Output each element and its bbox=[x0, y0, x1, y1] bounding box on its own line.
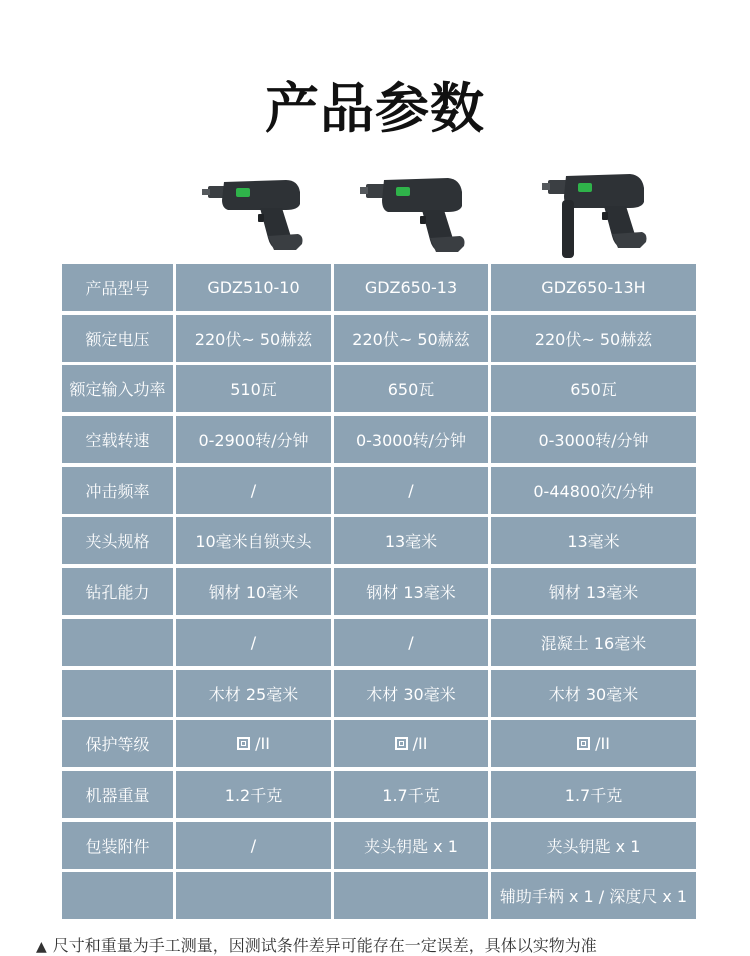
table-row bbox=[62, 670, 696, 717]
table-row bbox=[62, 872, 696, 919]
table-row bbox=[62, 315, 696, 362]
drill-gdz650-13h-image bbox=[540, 170, 670, 262]
protection-class: /II bbox=[412, 734, 428, 754]
disclaimer-note bbox=[36, 933, 597, 956]
value-gdz650-13: / bbox=[334, 619, 488, 666]
disclaimer-text: 尺寸和重量为手工测量，因测试条件差异可能存在一定误差，具体以实物为准 bbox=[52, 936, 597, 955]
value-gdz650-13: 13毫米 bbox=[334, 517, 488, 564]
protection-class: /II bbox=[255, 734, 270, 754]
value-gdz510-10: / bbox=[176, 822, 331, 869]
value-gdz650-13h: GDZ650-13H bbox=[491, 264, 696, 311]
row-label bbox=[62, 619, 173, 666]
value-gdz650-13h: 木材 30毫米 bbox=[491, 670, 696, 717]
table-row bbox=[62, 619, 696, 666]
value-gdz510-10: 0-2900转/分钟 bbox=[176, 416, 331, 463]
row-label: 额定输入功率 bbox=[62, 365, 173, 412]
value-gdz650-13h: 0-3000转/分钟 bbox=[491, 416, 696, 463]
protection-class: /II bbox=[595, 734, 610, 754]
drill-gdz510-10-image bbox=[198, 170, 328, 262]
value-gdz650-13: 夹头钥匙 x 1 bbox=[334, 822, 488, 869]
value-gdz650-13h: 夹头钥匙 x 1 bbox=[491, 822, 696, 869]
value-gdz510-10: 220伏~ 50赫兹 bbox=[176, 315, 331, 362]
row-label: 空载转速 bbox=[62, 416, 173, 463]
double-insulation-icon bbox=[577, 737, 590, 750]
table-row bbox=[62, 568, 696, 615]
value-gdz510-10 bbox=[176, 720, 331, 767]
value-gdz650-13: 0-3000转/分钟 bbox=[334, 416, 488, 463]
value-gdz650-13h: 220伏~ 50赫兹 bbox=[491, 315, 696, 362]
table-row bbox=[62, 720, 696, 767]
row-label: 产品型号 bbox=[62, 264, 173, 311]
row-label: 机器重量 bbox=[62, 771, 173, 818]
value-gdz650-13 bbox=[334, 872, 488, 919]
value-gdz650-13: GDZ650-13 bbox=[334, 264, 488, 311]
page-title: 产品参数 bbox=[265, 77, 485, 140]
spec-table bbox=[62, 264, 696, 923]
value-gdz650-13: 1.7千克 bbox=[334, 771, 488, 818]
table-row bbox=[62, 416, 696, 463]
value-gdz650-13: 钢材 13毫米 bbox=[334, 568, 488, 615]
value-gdz510-10: 510瓦 bbox=[176, 365, 331, 412]
row-label: 额定电压 bbox=[62, 315, 173, 362]
value-gdz650-13h: 650瓦 bbox=[491, 365, 696, 412]
value-gdz650-13h bbox=[491, 720, 696, 767]
warning-icon: ▲ bbox=[36, 939, 47, 955]
table-row bbox=[62, 365, 696, 412]
value-gdz650-13h: 1.7千克 bbox=[491, 771, 696, 818]
value-gdz650-13: 220伏~ 50赫兹 bbox=[334, 315, 488, 362]
table-row bbox=[62, 467, 696, 514]
table-row bbox=[62, 771, 696, 818]
value-gdz510-10 bbox=[176, 872, 331, 919]
value-gdz650-13h: 13毫米 bbox=[491, 517, 696, 564]
row-label: 夹头规格 bbox=[62, 517, 173, 564]
double-insulation-icon bbox=[395, 737, 408, 750]
value-gdz510-10: 木材 25毫米 bbox=[176, 670, 331, 717]
row-label: 包装附件 bbox=[62, 822, 173, 869]
value-gdz510-10: 钢材 10毫米 bbox=[176, 568, 331, 615]
row-label: 钻孔能力 bbox=[62, 568, 173, 615]
value-gdz650-13: 木材 30毫米 bbox=[334, 670, 488, 717]
table-row bbox=[62, 822, 696, 869]
value-gdz510-10: 10毫米自锁夹头 bbox=[176, 517, 331, 564]
value-gdz510-10: 1.2千克 bbox=[176, 771, 331, 818]
value-gdz650-13h: 钢材 13毫米 bbox=[491, 568, 696, 615]
value-gdz510-10: / bbox=[176, 619, 331, 666]
value-gdz510-10: GDZ510-10 bbox=[176, 264, 331, 311]
table-row bbox=[62, 517, 696, 564]
row-label: 冲击频率 bbox=[62, 467, 173, 514]
value-gdz510-10: / bbox=[176, 467, 331, 514]
value-gdz650-13h: 混凝土 16毫米 bbox=[491, 619, 696, 666]
row-label bbox=[62, 872, 173, 919]
drill-gdz650-13-image bbox=[356, 170, 486, 262]
table-row bbox=[62, 264, 696, 311]
double-insulation-icon bbox=[237, 737, 250, 750]
value-gdz650-13h: 0-44800次/分钟 bbox=[491, 467, 696, 514]
value-gdz650-13: 650瓦 bbox=[334, 365, 488, 412]
row-label: 保护等级 bbox=[62, 720, 173, 767]
value-gdz650-13h: 辅助手柄 x 1 / 深度尺 x 1 bbox=[491, 872, 696, 919]
product-images bbox=[0, 170, 750, 262]
value-gdz650-13: / bbox=[334, 467, 488, 514]
row-label bbox=[62, 670, 173, 717]
value-gdz650-13 bbox=[334, 720, 488, 767]
